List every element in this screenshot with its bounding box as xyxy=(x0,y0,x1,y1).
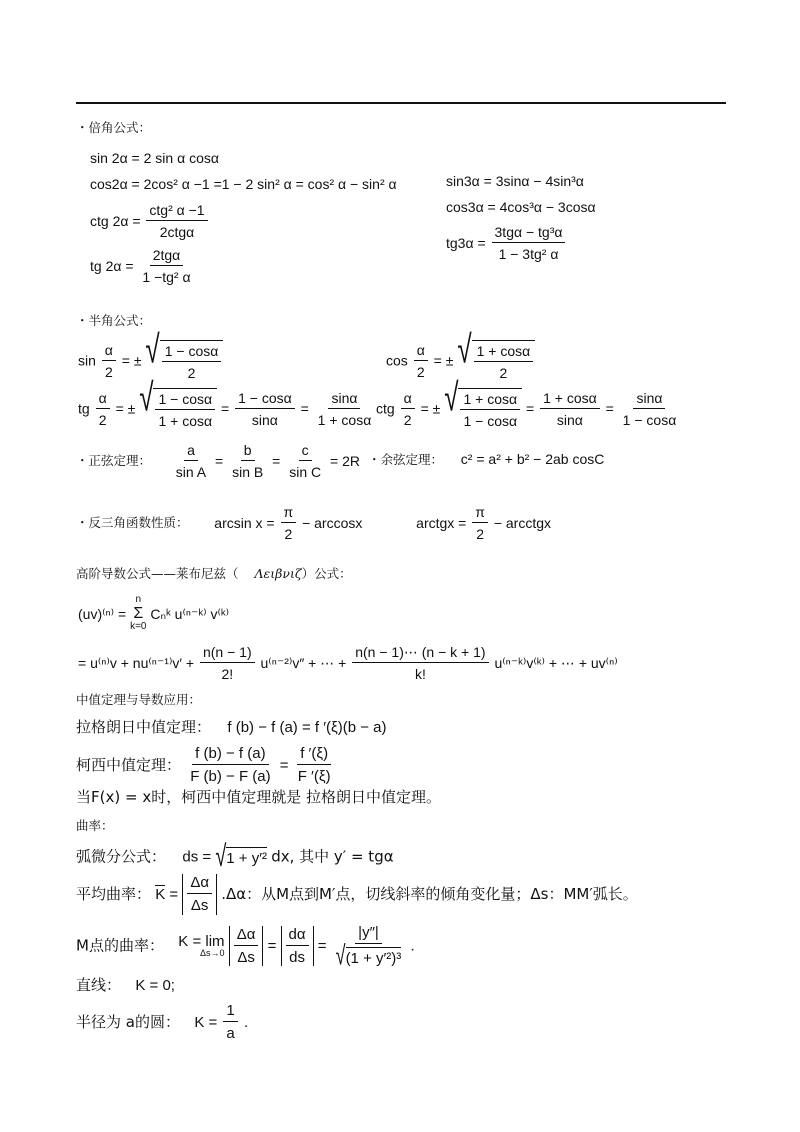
pi: π xyxy=(472,504,488,523)
arc-root: 1 + y′² xyxy=(226,847,267,867)
arc-rest: dx, 其中 y′ = tgα xyxy=(271,847,394,866)
sine-law-label: ・正弦定理： xyxy=(76,452,152,468)
sin-a: sin A xyxy=(175,464,207,481)
sin-alpha: sinα xyxy=(251,411,278,428)
sin-b: sin B xyxy=(232,464,264,481)
mean-value-heading: 中值定理与导数应用： xyxy=(76,692,202,707)
formula-cos3a: cos3α = 4cos³α − 3cosα xyxy=(446,199,596,215)
d-alpha: dα xyxy=(286,926,309,946)
lagrange-formula: f (b) − f (a) = f ′(ξ)(b − a) xyxy=(227,719,387,736)
formula-sin3a: sin3α = 3sinα − 4sin³α xyxy=(446,173,584,189)
formula-sine-law xyxy=(76,442,360,480)
avg-note: .Δα：从M点到M′点，切线斜率的倾角变化量；Δs：MM′弧长。 xyxy=(221,884,638,903)
equals: = xyxy=(605,400,614,417)
line-value: K = 0; xyxy=(135,977,175,994)
leibniz-exp-start: = u⁽ⁿ⁾v + nu⁽ⁿ⁻¹⁾v′ + xyxy=(78,655,195,672)
formula-tg2a xyxy=(90,247,196,285)
cauchy-num1: f (b) − f (a) xyxy=(192,745,268,765)
tg2a-lhs: tg 2α = xyxy=(90,258,134,275)
sin-alpha: sinα xyxy=(556,411,583,428)
formula-leibniz-expansion xyxy=(78,644,618,682)
delta-alpha: Δα xyxy=(234,926,259,946)
one-minus-cos: 1 − cosα xyxy=(162,343,222,362)
one-plus-cos: 1 + cosα xyxy=(158,413,213,430)
equals: = xyxy=(526,400,535,417)
point-lhs: K = lim xyxy=(178,932,225,950)
sum-upper: n xyxy=(135,594,142,605)
sum-lower: k=0 xyxy=(130,621,147,633)
curvature-denom: (1 + y′²)³ xyxy=(346,947,402,967)
leibniz-frac1-den: 2! xyxy=(221,666,234,683)
sine-law-rhs: = 2R xyxy=(330,453,360,470)
delta-alpha: Δα xyxy=(187,874,212,894)
arc-differential: 弧微分公式： ds = √ 1 + y′² dx, 其中 y′ = tgα xyxy=(76,840,394,874)
half-ctg-lhs: ctg xyxy=(376,400,395,417)
ctg2a-numerator: ctg² α −1 xyxy=(146,202,207,221)
leibniz-term: Cₙᵏ u⁽ⁿ⁻ᵏ⁾ v⁽ᵏ⁾ xyxy=(150,605,230,622)
delta-s: Δs xyxy=(237,948,255,966)
alpha: α xyxy=(401,390,415,409)
leibniz-frac2-num: n(n − 1)⋯ (n − k + 1) xyxy=(352,644,488,663)
leibniz-heading xyxy=(76,568,352,581)
d-s: ds xyxy=(289,948,305,966)
formula-half-ctg: ctg $\frac{\alpha}{2}$ = ± √ $\frac{1 + \cos\alpha}{1 - \cos\alpha}$ = $\frac{1 + \cos\alpha}{\sin\alpha}$ = $\frac{\sin\alpha}{1 - \cos\alpha}$ xyxy=(376,388,681,429)
one-plus-cos: 1 + cosα xyxy=(540,390,600,409)
side-b: b xyxy=(241,442,255,461)
two: 2 xyxy=(187,365,196,382)
tg3a-denominator: 1 − 3tg² α xyxy=(498,246,559,263)
lim-sub: Δs→0 xyxy=(200,947,225,958)
one-minus-cos: 1 − cosα xyxy=(155,391,215,410)
side-a: a xyxy=(184,442,198,461)
top-rule xyxy=(76,102,726,104)
point-curvature: M点的曲率： K = lim Δs→0 $\frac{\Delta\alpha}{\Delta s}$ = $\frac{d\alpha}{ds}$ = |y″| √ (1 + y′²)³ . xyxy=(76,924,415,971)
arc-label: 弧微分公式： xyxy=(76,847,167,866)
leibniz-name: Λειβνιζ xyxy=(254,566,302,581)
alpha: α xyxy=(102,342,116,361)
leibniz-lhs: (uv)⁽ⁿ⁾ = xyxy=(78,605,127,622)
avg-k: K xyxy=(155,885,166,903)
tg2a-denominator: 1 −tg² α xyxy=(142,269,191,286)
plus-minus: = ± xyxy=(115,400,136,417)
equals: = xyxy=(279,756,289,774)
one-minus-cos: 1 − cosα xyxy=(235,390,295,409)
point-label: M点的曲率： xyxy=(76,936,164,955)
two: 2 xyxy=(104,363,113,380)
tg2a-numerator: 2tgα xyxy=(150,247,184,266)
arctg-rhs: − arcctgx xyxy=(493,515,552,532)
one-minus-cos: 1 − cosα xyxy=(463,413,518,430)
half-cos-lhs: cos xyxy=(386,352,408,369)
equals: = xyxy=(300,400,309,417)
radius-a: a xyxy=(226,1025,235,1043)
half-tg-lhs: tg xyxy=(78,400,90,417)
double-angle-heading: ・倍角公式： xyxy=(76,120,152,135)
tg3a-numerator: 3tgα − tg³α xyxy=(492,224,566,243)
plus-minus: = ± xyxy=(433,352,454,369)
formula-half-tg: tg $\frac{\alpha}{2}$ = ± √ $\frac{1 - \cos\alpha}{1 + \cos\alpha}$ = $\frac{1 - \cos\alpha}{\sin\alpha}$ = $\frac{\sin\alpha}{1 + \cos\alpha}$ xyxy=(78,388,376,429)
leibniz-frac1-num: n(n − 1) xyxy=(200,644,255,663)
equals: = xyxy=(221,400,230,417)
equals: = xyxy=(272,453,281,470)
period: . xyxy=(410,937,415,955)
y-second-abs: |y″| xyxy=(355,924,382,944)
formula-half-cos: cos $\frac{\alpha}{2}$ = ± √ $\frac{1 + \cos\alpha}{2}$ xyxy=(386,340,535,381)
lagrange-label: 拉格朗日中值定理： xyxy=(76,718,212,736)
leibniz-end: u⁽ⁿ⁻ᵏ⁾v⁽ᵏ⁾ + ⋯ + uv⁽ⁿ⁾ xyxy=(494,655,618,672)
formula-cosine-law xyxy=(368,452,604,467)
equals: = xyxy=(317,937,327,955)
lagrange-theorem xyxy=(76,720,387,735)
line-curvature xyxy=(76,978,175,993)
line-label: 直线： xyxy=(76,976,122,994)
period: . xyxy=(243,1013,249,1031)
sin-alpha: sinα xyxy=(633,390,665,409)
formula-cos2a: cos2α = 2cos² α −1 =1 − 2 sin² α = cos² α − sin² α xyxy=(90,176,397,192)
sin-alpha: sinα xyxy=(328,390,360,409)
cauchy-den1: F (b) − F (a) xyxy=(190,768,271,786)
cosine-law: c² = a² + b² − 2ab cosC xyxy=(460,451,605,467)
two: 2 xyxy=(98,411,107,428)
arcsin-lhs: arcsin x = xyxy=(214,515,275,532)
equals: = xyxy=(169,885,179,903)
delta-s: Δs xyxy=(190,897,209,915)
sin-c: sin C xyxy=(289,464,322,481)
plus-minus: = ± xyxy=(420,400,441,417)
formula-ctg2a xyxy=(90,202,210,240)
circle-lhs: K = xyxy=(194,1013,218,1031)
ctg2a-lhs: ctg 2α = xyxy=(90,213,141,230)
two: 2 xyxy=(403,411,412,428)
formula-half-sin: sin $\frac{\alpha}{2}$ = ± √ $\frac{1 - \cos\alpha}{2}$ xyxy=(78,340,223,381)
arc-ds: ds = xyxy=(182,848,212,866)
cauchy-label: 柯西中值定理： xyxy=(76,755,182,774)
pi: π xyxy=(281,504,297,523)
one-plus-cos: 1 + cosα xyxy=(317,411,372,428)
one-plus-cos: 1 + cosα xyxy=(460,391,520,410)
arcsin-rhs: − arccosx xyxy=(302,515,363,532)
sum-sign: Σ xyxy=(133,604,144,622)
two: 2 xyxy=(416,363,425,380)
leibniz-heading-text: 高阶导数公式——莱布尼兹（ xyxy=(76,566,239,581)
circle-label: 半径为 a的圆： xyxy=(76,1012,180,1031)
formula-tg3a xyxy=(446,224,567,262)
ctg2a-denominator: 2ctgα xyxy=(159,224,195,241)
leibniz-heading-end: ）公式： xyxy=(301,566,352,581)
one: 1 xyxy=(223,1002,237,1022)
leibniz-mid: u⁽ⁿ⁻²⁾v″ + ⋯ + xyxy=(260,655,347,672)
average-curvature xyxy=(76,874,638,915)
circle-curvature xyxy=(76,1002,248,1043)
plus-minus: = ± xyxy=(121,352,142,369)
formula-leibniz xyxy=(78,595,229,633)
side-c: c xyxy=(299,442,312,461)
two: 2 xyxy=(476,526,484,543)
formula-sin2a: sin 2α = 2 sin α cosα xyxy=(90,150,219,166)
formula-inverse-trig xyxy=(76,504,551,542)
alpha: α xyxy=(96,390,110,409)
cauchy-note: 当F(x) = x时，柯西中值定理就是 拉格朗日中值定理。 xyxy=(76,788,441,806)
curvature-heading: 曲率： xyxy=(76,818,114,833)
half-sin-lhs: sin xyxy=(78,352,96,369)
cauchy-theorem xyxy=(76,745,336,786)
two: 2 xyxy=(499,365,508,382)
equals: = xyxy=(267,937,277,955)
two: 2 xyxy=(284,526,293,543)
leibniz-frac2-den: k! xyxy=(414,666,426,683)
tg3a-lhs: tg3α = xyxy=(446,235,486,252)
alpha: α xyxy=(414,342,428,361)
inverse-trig-label: ・反三角函数性质： xyxy=(76,514,189,530)
one-minus-cos: 1 − cosα xyxy=(622,411,677,428)
one-plus-cos: 1 + cosα xyxy=(474,343,534,362)
arctg-lhs: arctgx = xyxy=(416,515,467,532)
equals: = xyxy=(215,453,224,470)
cauchy-den2: F ′(ξ) xyxy=(297,768,331,786)
avg-label: 平均曲率： xyxy=(76,884,152,903)
cosine-law-label: ・余弦定理： xyxy=(368,452,444,467)
half-angle-heading: ・半角公式： xyxy=(76,313,152,328)
cauchy-num2: f ′(ξ) xyxy=(297,745,331,765)
